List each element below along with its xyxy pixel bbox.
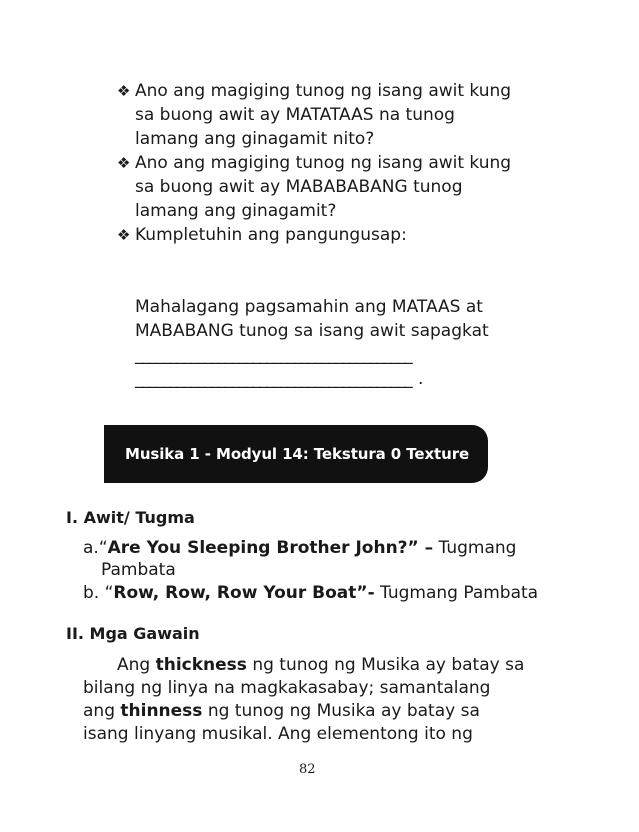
question-2-line-1: Ano ang magiging tunog ng isang awit kung bbox=[135, 153, 512, 173]
question-2-line-3: lamang ang ginagamit? bbox=[135, 201, 337, 221]
song-item-a-prefix: a.“ bbox=[83, 538, 108, 558]
diamond-bullet-icon: ❖ bbox=[117, 226, 131, 244]
term-thinness: thinness bbox=[120, 701, 203, 721]
question-2-line-2: sa buong awit ay MABABABANG tunog bbox=[135, 177, 463, 197]
song-item-b bbox=[83, 582, 538, 605]
question-2 bbox=[117, 151, 522, 223]
song-item-b-prefix: b. “ bbox=[83, 583, 114, 603]
completion-line-2: MABABANG tunog sa isang awit sapagkat bbox=[135, 321, 489, 341]
question-1-line-2: sa buong awit ay MATATAAS na tunog bbox=[135, 105, 455, 125]
paragraph-line-2: bilang ng linya na magkakasabay; samantalang bbox=[83, 678, 491, 698]
end-period: . bbox=[418, 369, 424, 389]
section-2-heading: II. Mga Gawain bbox=[66, 624, 200, 643]
song-item-a-title: Are You Sleeping Brother John?” – bbox=[107, 538, 434, 558]
question-1-line-1: Ano ang magiging tunog ng isang awit kung bbox=[135, 81, 512, 101]
question-1-line-3: lamang ang ginagamit nito? bbox=[135, 129, 375, 149]
answer-blank-2 bbox=[135, 367, 423, 391]
song-item-a bbox=[83, 537, 516, 560]
module-title: Musika 1 - Modyul 14: Tekstura 0 Texture bbox=[125, 445, 470, 463]
answer-blank-1: ________________________________________ bbox=[135, 345, 412, 365]
question-3-line-1: Kumpletuhin ang pangungusap: bbox=[135, 225, 407, 245]
song-item-b-title: Row, Row, Row Your Boat”- bbox=[113, 583, 375, 603]
page-number: 82 bbox=[299, 762, 316, 777]
term-thickness: thickness bbox=[155, 655, 247, 675]
paragraph-line-3-a: ang bbox=[83, 701, 121, 721]
answer-blank-2-line: ________________________________________ bbox=[135, 369, 412, 389]
question-1 bbox=[117, 79, 522, 151]
question-3 bbox=[117, 223, 522, 247]
diamond-bullet-icon: ❖ bbox=[117, 154, 131, 172]
paragraph-line-3 bbox=[83, 700, 480, 723]
paragraph-line-1-a: Ang bbox=[117, 655, 156, 675]
paragraph-line-1-b: ng tunog ng Musika ay batay sa bbox=[246, 655, 525, 675]
section-1-heading: I. Awit/ Tugma bbox=[66, 508, 195, 527]
completion-line-1: Mahalagang pagsamahin ang MATAAS at bbox=[135, 297, 483, 317]
paragraph-line-3-b: ng tunog ng Musika ay batay sa bbox=[202, 701, 480, 721]
paragraph-line-1 bbox=[117, 654, 524, 677]
paragraph-line-4: isang linyang musikal. Ang elementong ito ng bbox=[83, 724, 473, 744]
song-item-b-type: Tugmang Pambata bbox=[374, 583, 539, 603]
song-item-a-type: Tugmang bbox=[433, 538, 517, 558]
module-title-banner bbox=[104, 425, 488, 483]
song-item-a-continuation: Pambata bbox=[101, 560, 176, 580]
diamond-bullet-icon: ❖ bbox=[117, 82, 131, 100]
